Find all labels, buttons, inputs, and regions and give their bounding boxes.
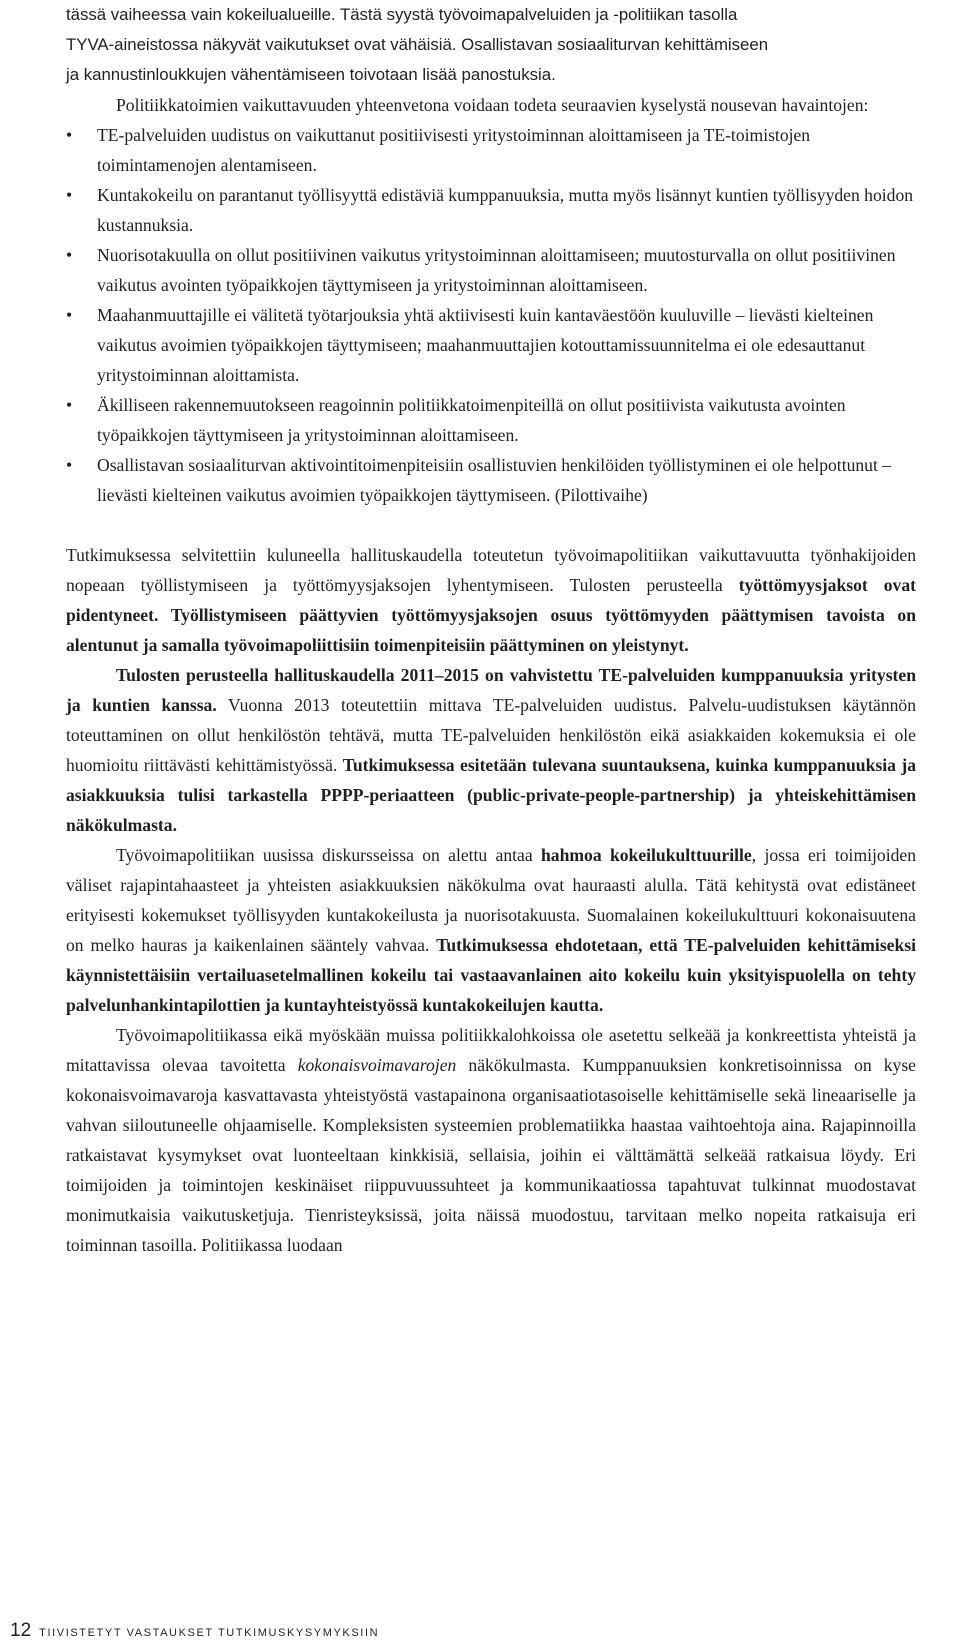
section-gap	[66, 510, 916, 540]
paragraph-text: Työvoimapolitiikan uusissa diskursseissa on alettu antaa	[116, 845, 542, 865]
paragraph-text: , jossa eri toimijoiden väliset rajapintahaasteet ja yhteisten asiakkuuksien näkökulma ovat hauraasti alulla. Tätä kehitystä ovat edistäneet erityisesti kokemukset työllisyyden kuntakokeilusta ja nuorisotakuusta. Suomalainen kokeilukulttuuri kokonaisuutena on melko hauras ja kaikenlainen sääntely vahvaa.	[66, 845, 916, 955]
list-item	[66, 120, 916, 180]
list-item	[66, 180, 916, 240]
list-item-text: Osallistavan sosiaaliturvan aktivointitoimenpiteisiin osallistuvien henkilöiden työllistyminen ei ole helpottunut – lievästi kielteinen vaikutus avoimien työpaikkojen täyttymiseen. (Pilottivaihe)	[97, 455, 892, 505]
paragraph-emphasis: työttömyysjaksot ovat pidentyneet. Työllistymiseen päättyvien työttömyysjaksojen osuus työttömyyden päättymisen tavoista on alentunut ja samalla työvoimapoliittisiin toimenpiteisiin päättyminen on yleistynyt.	[66, 575, 917, 655]
paragraph-text: näkökulmasta. Kumppanuuksien konkretisoinnissa on kyse kokonaisvoimavaroja kasvattavasta yhteistyöstä vastapainona organisaatiotasoiselle kehittämiselle sekä lineaariselle ja vahvan siiloutuneelle ohjaamiselle. Kompleksisten systeemien problematiikka haastaa vaihtoehtoja aina. Rajapinnoilla ratkaistavat kysymykset ovat luonteeltaan kinkkisiä, sellaisia, joihin ei välttämättä selkeää ratkaisua löydy. Eri toimijoiden ja toimintojen keskinäiset riippuvuussuhteet ja kommunikaatiossa tapahtuvat tulkinnat muodostavat monimutkaisia vaikutusketjuja. Tienristeyksissä, joita näissä muodostuu, tarvitaan melko nopeita ratkaisuja eri toiminnan tasoilla. Politiikassa luodaan	[66, 1055, 916, 1255]
running-title: TIIVISTETYT VASTAUKSET TUTKIMUSKYSYMYKSIIN	[39, 1627, 380, 1639]
list-item-text: Kuntakokeilu on parantanut työllisyyttä edistäviä kumppanuuksia, mutta myös lisännyt kuntien työllisyyden hoidon kustannuksia.	[97, 185, 914, 235]
list-item	[66, 390, 916, 450]
bullet-icon: •	[66, 305, 73, 325]
paragraph-results	[66, 540, 916, 660]
list-item-text: Äkilliseen rakennemuutokseen reagoinnin politiikkatoimenpiteillä on ollut positiivista vaikutusta avointen työpaikkojen täyttymiseen ja yritystoiminnan aloittamiseen.	[97, 395, 846, 445]
paragraph-text: Tutkimuksessa selvitettiin kuluneella hallituskaudella toteutetun työvoimapolitiikan vaikuttavuutta työnhakijoiden nopeaan työllistymiseen ja työttömyysjaksojen lyhentymiseen. Tulosten perusteella	[66, 545, 916, 595]
page-content	[66, 0, 916, 1260]
bullet-icon: •	[66, 455, 73, 475]
summary-lead: Politiikkatoimien vaikuttavuuden yhteenvetona voidaan todeta seuraavien kyselystä nousevan havaintojen:	[116, 95, 869, 115]
intro-line: tässä vaiheessa vain kokeilualueille. Tästä syystä työvoimapalveluiden ja -politiikan tasolla	[66, 5, 738, 24]
paragraph-emphasis: hahmoa kokeilukulttuurille	[541, 845, 752, 865]
paragraph-emphasis: Tulosten perusteella hallituskaudella 2011–2015 on vahvistettu TE-palveluiden kumppanuuksia yritysten ja kuntien kanssa.	[66, 665, 916, 715]
list-item-text: TE-palveluiden uudistus on vaikuttanut positiivisesti yritystoiminnan aloittamiseen ja TE-toimistojen toimintamenojen alentamiseen.	[97, 125, 811, 175]
paragraph-partnerships	[66, 660, 916, 840]
bullet-icon: •	[66, 185, 73, 205]
page-footer	[10, 1620, 379, 1642]
list-item	[66, 300, 916, 390]
list-item-text: Nuorisotakuulla on ollut positiivinen vaikutus yritystoiminnan aloittamiseen; muutosturvalla on ollut positiivinen vaikutus avointen työpaikkojen täyttymiseen ja yritystoiminnan aloittamiseen.	[97, 245, 896, 295]
bullet-icon: •	[66, 245, 73, 265]
bullet-icon: •	[66, 395, 73, 415]
intro-paragraph	[66, 0, 916, 90]
paragraph-text: Vuonna 2013 toteutettiin mittava TE-palveluiden uudistus. Palvelu-uudistuksen käytännön toteuttaminen on ollut henkilöstön tehtävä, mutta TE-palveluiden henkilöstön eikä asiakkaiden kokemuksia ei ole huomioitu riittävästi kehittämistyössä.	[66, 695, 917, 775]
findings-list	[66, 120, 916, 510]
paragraph-text: Työvoimapolitiikassa eikä myöskään muissa politiikkalohkoissa ole asetettu selkeää ja konkreettista yhteistä ja mitattavissa olevaa tavoitetta	[66, 1025, 916, 1075]
list-item	[66, 450, 916, 510]
paragraph-italic: kokonaisvoimavarojen	[297, 1055, 457, 1075]
intro-line: TYVA-aineistossa näkyvät vaikutukset ovat vähäisiä. Osallistavan sosiaaliturvan kehittämiseen	[66, 35, 769, 54]
paragraph-total-resources	[66, 1020, 916, 1260]
bullet-icon: •	[66, 125, 73, 145]
list-item-text: Maahanmuuttajille ei välitetä työtarjouksia yhtä aktiivisesti kuin kantaväestöön kuuluville – lievästi kielteinen vaikutus avoimien työpaikkojen täyttymiseen; maahanmuuttajien kotouttamissuunnitelma ei ole edesauttanut yritystoiminnan aloittamista.	[97, 305, 874, 385]
paragraph-emphasis: Tutkimuksessa ehdotetaan, että TE-palveluiden kehittämiseksi käynnistettäisiin vertailuasetelmallinen kokeilu tai vastaavanlainen aito kokeilu kuin yksityispuolella on tehty palvelunhankintapilottien ja kuntayhteistyössä kuntakokeilujen kautta.	[66, 935, 916, 1015]
list-item	[66, 240, 916, 300]
page-number: 12	[10, 1620, 32, 1641]
paragraph-emphasis: Tutkimuksessa esitetään tulevana suuntauksena, kuinka kumppanuuksia ja asiakkuuksia tulisi tarkastella PPPP-periaatteen (public-private-people-partnership) ja yhteiskehittämisen näkökulmasta.	[66, 755, 916, 835]
intro-line: ja kannustinloukkujen vähentämiseen toivotaan lisää panostuksia.	[66, 65, 556, 84]
paragraph-experiment-culture	[66, 840, 916, 1020]
